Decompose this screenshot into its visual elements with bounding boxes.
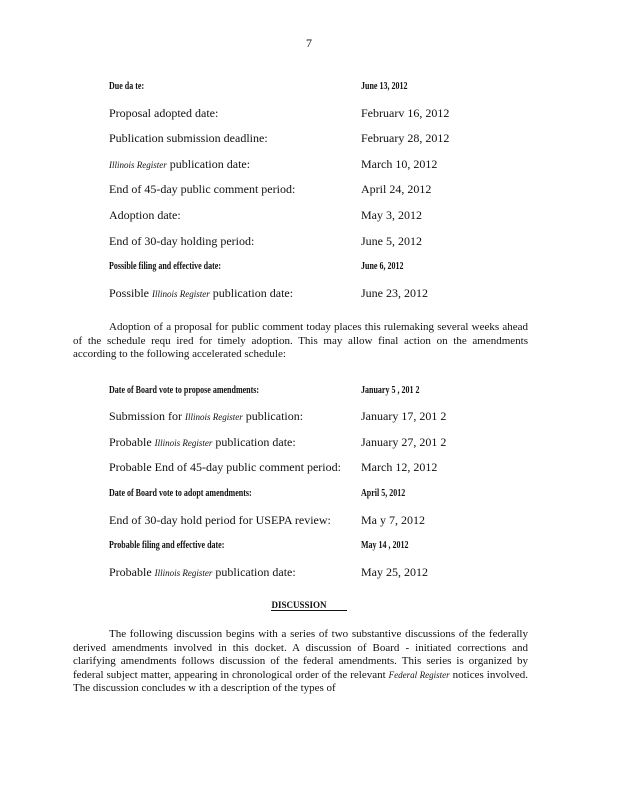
schedule-date: April 5, 2012 (361, 487, 406, 499)
label-italic: Illinois Register (152, 289, 210, 299)
schedule-date: February 28, 2012 (361, 131, 450, 145)
schedule-label (109, 131, 268, 146)
schedule-label (109, 409, 303, 424)
label-text: Date of Board vote to adopt amendments: (109, 487, 252, 499)
discussion-tail: notices involved. The discussion concludes w ith a description of the types of (73, 668, 529, 694)
schedule-date: June 5, 2012 (361, 234, 422, 248)
label-prefix: Possible (109, 286, 153, 300)
schedule-row (109, 182, 509, 200)
schedule-row (109, 565, 509, 583)
schedule-date: May 14 , 2012 (361, 539, 409, 551)
schedule-row (109, 286, 509, 304)
schedule-date: January 27, 201 2 (361, 435, 447, 449)
section-heading (0, 600, 618, 610)
schedule-date: May 25, 2012 (361, 565, 428, 579)
label-text: Adoption date: (109, 208, 181, 222)
label-italic: Illinois Register (109, 160, 167, 170)
label-text: Probable filing and effective date: (109, 539, 225, 551)
schedule-label (109, 460, 341, 475)
schedule-row (109, 435, 509, 453)
schedule-label (109, 182, 295, 197)
page-number: 7 (306, 36, 312, 50)
schedule-date: June 13, 2012 (361, 80, 408, 92)
paragraph-text: Adoption of a proposal for public comment today places this rulemaking several weeks ahead of the schedule requ ired for timely adoption. This may allow final action on the amendments according to the following accelerated schedule: (73, 321, 528, 360)
schedule-row (109, 487, 509, 510)
label-text: Publication submission deadline: (109, 131, 268, 145)
schedule-date: January 17, 201 2 (361, 409, 447, 423)
schedule-date: January 5 , 201 2 (361, 384, 420, 396)
schedule-row (109, 409, 509, 427)
label-text: Proposal adopted date: (109, 106, 219, 120)
label-text: publication date: (169, 157, 251, 171)
schedule-row (109, 131, 509, 149)
schedule-row (109, 208, 509, 226)
schedule-label (109, 106, 218, 121)
label-prefix: Submission for (109, 409, 186, 423)
label-text: publication: (245, 409, 304, 423)
schedule-label (109, 539, 224, 550)
schedule-date: May 3, 2012 (361, 208, 422, 222)
label-prefix: Probable (109, 435, 155, 449)
schedule-row (109, 157, 509, 175)
schedule-label (109, 435, 296, 450)
schedule-row (109, 460, 509, 478)
label-text: Probable End of 45-day public comment period: (109, 460, 341, 474)
schedule-row (109, 80, 509, 103)
label-text: End of 30-day hold period for USEPA review: (109, 513, 331, 527)
label-text: publication date: (215, 565, 296, 579)
schedule-row (109, 260, 509, 283)
label-text: Due da te: (109, 80, 145, 92)
paragraph-discussion (73, 628, 528, 696)
schedule-label (109, 513, 331, 528)
schedule-date: March 12, 2012 (361, 460, 438, 474)
label-italic: Illinois Register (185, 412, 243, 422)
schedule-row (109, 106, 509, 124)
label-text: End of 45-day public comment period: (109, 182, 296, 196)
label-italic: Illinois Register (154, 438, 213, 448)
schedule-label (109, 384, 259, 395)
schedule-date: March 10, 2012 (361, 157, 438, 171)
label-text: Possible filing and effective date: (109, 260, 221, 272)
label-text: publication date: (212, 286, 294, 300)
discussion-heading: DISCUSSION (271, 600, 346, 611)
schedule-date: Februarv 16, 2012 (361, 106, 450, 120)
schedule-label (109, 286, 293, 301)
paragraph-accelerated-schedule (73, 321, 528, 362)
schedule-row (109, 513, 509, 531)
discussion-text: The following discussion begins with a series of two substantive discussions of the federally derived amendments involved in this docket. A discussion of Board - initiated corrections and clarifying amendments follows discussion of the federal amendments. This series is organized by federal subject matter, appearing in chronological order of the relevant (73, 628, 528, 681)
schedule-row (109, 539, 509, 562)
schedule-row (109, 384, 509, 407)
label-prefix: Probable (109, 565, 155, 579)
federal-register-italic: Federal Register (388, 669, 450, 680)
schedule-label (109, 80, 144, 91)
schedule-date: April 24, 2012 (361, 182, 432, 196)
schedule-label (109, 487, 252, 498)
schedule-date: June 23, 2012 (361, 286, 428, 300)
schedule-label (109, 234, 254, 249)
schedule-date: Ma y 7, 2012 (361, 513, 425, 527)
schedule-label (109, 157, 250, 172)
schedule-label (109, 208, 181, 223)
schedule-row (109, 234, 509, 252)
schedule-label (109, 565, 296, 580)
paragraph-text (73, 628, 528, 696)
label-text: publication date: (215, 435, 296, 449)
schedule-date: June 6, 2012 (361, 260, 404, 272)
label-text: End of 30-day holding period: (109, 234, 255, 248)
label-italic: Illinois Register (154, 568, 213, 578)
schedule-label (109, 260, 221, 271)
label-text: Date of Board vote to propose amendments: (109, 384, 260, 396)
